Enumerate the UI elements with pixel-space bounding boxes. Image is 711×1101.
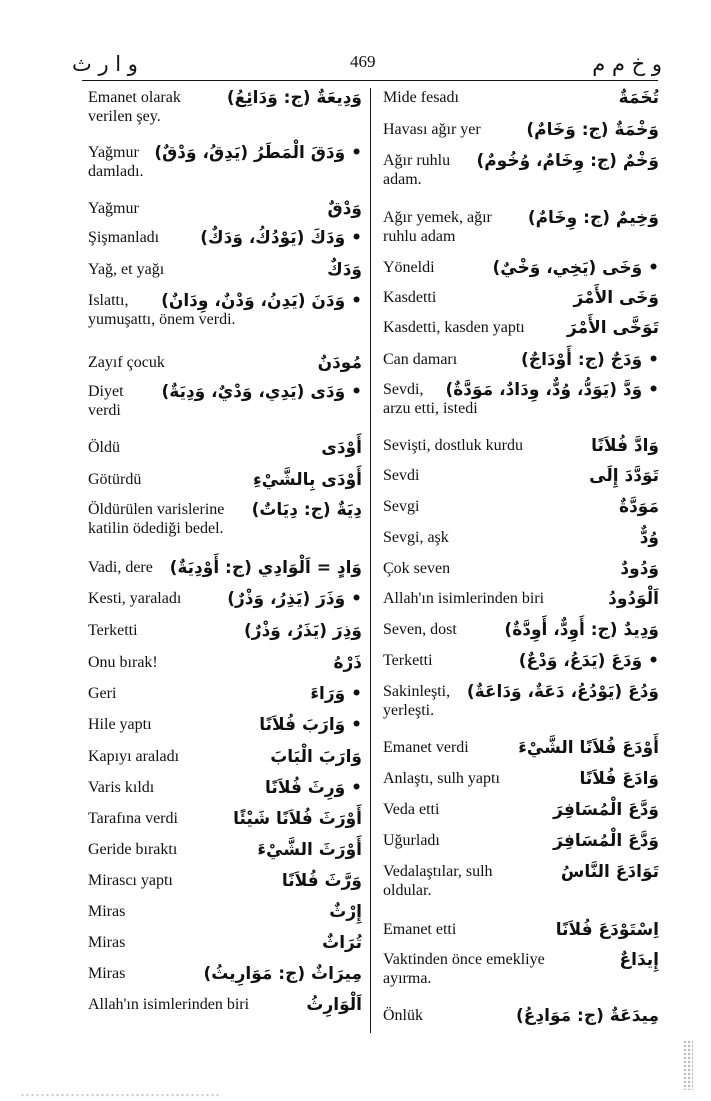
arabic-headword: إِيدَاعٌ [619,950,659,970]
turkish-meaning: Zayıf çocuk [88,354,165,371]
dictionary-entry [88,778,362,798]
turkish-meaning: Varis kıldı [88,779,155,796]
arabic-headword: • وَدَقَ الْمَطَرُ (يَدِقُ، وَدْقٌ) [154,143,362,163]
turkish-meaning: Sevdi [383,467,420,484]
turkish-meaning: Veda etti [383,801,440,818]
dictionary-entry [383,497,659,517]
turkish-meaning: Ağır ruhlu [383,152,451,169]
dictionary-entry [88,621,362,641]
arabic-headword: إِرْثٌ [329,902,362,922]
dictionary-entry [383,466,659,486]
turkish-meaning: Emanet olarak [88,89,181,106]
arabic-headword: تُرَاثٌ [322,933,362,953]
dictionary-entry [383,831,659,851]
dictionary-entry [383,862,659,900]
meaning-continuation: verdi [88,402,121,419]
dictionary-entry [383,769,659,789]
arabic-headword: • وَدَعَ (يَدَعُ، وَدْعٌ) [518,651,659,671]
meaning-continuation: damladı. [88,163,144,180]
arabic-headword: • وَارَبَ فُلاَنًا [259,715,362,735]
arabic-headword: وَدُودٌ [620,559,659,579]
turkish-meaning: Miras [88,903,126,920]
dictionary-entry [88,260,362,280]
dictionary-entry [88,558,362,578]
dictionary-entry [88,228,362,248]
header-guide-letters-right: و خ م م [592,52,662,76]
dictionary-entry [88,589,362,609]
dictionary-entry [383,151,659,189]
arabic-headword: • وَدَنَ (يَدِنُ، وَدْنٌ، وِدَانٌ) [161,291,362,311]
dictionary-entry [383,318,659,338]
dictionary-entry [383,738,659,758]
arabic-headword: أَوْرَثَ الشَّيْءَ [257,840,362,860]
turkish-meaning: Öldü [88,439,120,456]
arabic-headword: مَوَدَّةٌ [619,497,659,517]
arabic-headword: وَدَّعَ الْمُسَافِرَ [553,800,659,820]
arabic-headword: وَدْقٌ [327,199,362,219]
dictionary-entry [88,933,362,953]
dictionary-entry [88,902,362,922]
arabic-headword: تَوَادَعَ النَّاسُ [560,862,659,882]
dictionary-entry [383,682,659,720]
turkish-meaning: Sevgi [383,498,420,515]
dictionary-entry [383,920,659,940]
turkish-meaning: Sevdi, [383,381,424,398]
turkish-meaning: Vadi, dere [88,559,153,576]
arabic-headword: وَادَعَ فُلاَنًا [579,769,659,789]
dictionary-entry [383,589,659,609]
meaning-continuation: ruhlu adam [383,228,456,245]
dictionary-entry [88,684,362,704]
arabic-headword: ذَرْهُ [333,653,362,673]
turkish-meaning: Kasdetti [383,289,437,306]
turkish-meaning: Mirascı yaptı [88,872,173,889]
meaning-continuation: katilin ödediği bedel. [88,520,224,537]
dictionary-entry [383,258,659,278]
turkish-meaning: Allah'ın isimlerinden biri [383,590,545,607]
turkish-meaning: Götürdü [88,471,142,488]
dictionary-entry [383,380,659,418]
dictionary-entry [383,88,659,108]
arabic-headword: أَوْرَثَ فُلاَنًا شَيْئًا [233,809,362,829]
dictionary-entry [88,995,362,1015]
arabic-headword: مُودَنٌ [317,353,362,373]
dictionary-entry [383,950,659,988]
turkish-meaning: Miras [88,934,126,951]
turkish-meaning: Allah'ın isimlerinden biri [88,996,250,1013]
arabic-headword: • وَدَّ (يَوَدُّ، وُدٌّ، وِدَادٌ، مَوَدَّةٌ) [445,380,659,400]
arabic-headword: وَادَّ فُلاَنًا [591,436,659,456]
dictionary-entry [88,353,362,373]
turkish-meaning: Yağmur [88,200,139,217]
turkish-meaning: Diyet [88,383,124,400]
meaning-continuation: oldular. [383,882,432,899]
dictionary-entry [88,88,362,126]
turkish-meaning: Kapıyı araladı [88,748,180,765]
dictionary-entry [88,470,362,490]
dictionary-entry [383,436,659,456]
page-number: 469 [350,52,376,71]
turkish-meaning: Geride bıraktı [88,841,178,858]
dictionary-entry [383,350,659,370]
dictionary-entry [88,809,362,829]
dictionary-entry [88,840,362,860]
turkish-meaning: Terketti [383,652,433,669]
arabic-headword: مِيرَاثٌ (ج: مَوَارِيثُ) [203,964,362,984]
dictionary-entry [88,653,362,673]
arabic-headword: وَدَّعَ الْمُسَافِرَ [553,831,659,851]
arabic-headword: وَادٍ = اَلْوَادِي (ج: أَوْدِيَةٌ) [169,558,362,578]
header-guide-letters-left: و ا ر ث [72,52,138,76]
arabic-headword: وَرَّثَ فُلاَنًا [281,871,362,891]
turkish-meaning: Vedalaştılar, sulh [383,863,493,880]
turkish-meaning: Sevgi, aşk [383,529,449,546]
turkish-meaning: Anlaştı, sulh yaptı [383,770,500,787]
arabic-headword: وَدِيعَةٌ (ج: وَدَائِعُ) [226,88,362,108]
arabic-headword: • وَدَكَ (يَوْدُكُ، وَدَكٌ) [200,228,362,248]
arabic-headword: اِسْتَوْدَعَ فُلاَنًا [555,920,659,940]
meaning-continuation: arzu etti, istedi [383,400,478,417]
turkish-meaning: Terketti [88,622,138,639]
dictionary-entry [383,559,659,579]
dictionary-entry [383,620,659,640]
arabic-headword: وَدُعَ (يَوْدُعُ، دَعَةٌ، وَدَاعَةٌ) [466,682,659,702]
arabic-headword: اَلْوَارِثُ [306,995,362,1015]
arabic-headword: اَلْوَدُودُ [608,589,659,609]
turkish-meaning: Yağ, et yağı [88,261,165,278]
turkish-meaning: Önlük [383,1007,423,1024]
dictionary-entry [383,208,659,246]
arabic-headword: • وَذَرَ (يَذِرُ، وَذْرٌ) [227,589,362,609]
arabic-headword: وَخِيمٌ (ج: وِخَامٌ) [527,208,659,228]
arabic-headword: مِيدَعَةٌ (ج: مَوَادِعُ) [516,1006,659,1026]
header-rule [82,80,658,81]
turkish-meaning: Mide fesadı [383,89,459,106]
dictionary-entry [88,747,362,767]
turkish-meaning: Sevişti, dostluk kurdu [383,437,524,454]
turkish-meaning: Miras [88,965,126,982]
arabic-headword: • وَخَى (يَخِي، وَخْيٌ) [492,258,659,278]
meaning-continuation: yumuşattı, önem verdi. [88,311,236,328]
arabic-headword: وَخَى الأَمْرَ [573,288,659,308]
dictionary-entry [88,500,362,538]
arabic-headword: دِيَةٌ (ج: دِيَاتٌ) [251,500,362,520]
arabic-headword: أَوْدَى بِالشَّيْءِ [253,470,362,490]
arabic-headword: وَدِيدٌ (ج: أَوِدٌّ، أَوِدَّةٌ) [504,620,659,640]
turkish-meaning: Onu bırak! [88,654,158,671]
arabic-headword: تَوَدَّدَ إِلَى [589,466,659,486]
dictionary-entry [383,651,659,671]
turkish-meaning: Çok seven [383,560,451,577]
turkish-meaning: Kasdetti, kasden yaptı [383,319,525,336]
turkish-meaning: Yöneldi [383,259,435,276]
dictionary-entry [88,871,362,891]
turkish-meaning: Havası ağır yer [383,121,481,138]
dictionary-entry [88,199,362,219]
dictionary-entry [383,528,659,548]
turkish-meaning: Geri [88,685,117,702]
arabic-headword: تَوَخَّى الأَمْرَ [567,318,659,338]
meaning-continuation: verilen şey. [88,108,161,125]
arabic-headword: أَوْدَى [321,438,362,458]
arabic-headword: وَارَبَ الْبَابَ [270,747,362,767]
dictionary-entry [88,964,362,984]
dictionary-entry [88,291,362,329]
turkish-meaning: Emanet verdi [383,739,469,756]
arabic-headword: • وَرِثَ فُلاَنًا [265,778,362,798]
meaning-continuation: ayırma. [383,970,432,987]
turkish-meaning: Vaktinden önce emekliye [383,951,545,968]
meaning-continuation: yerleşti. [383,702,435,719]
dictionary-entry [383,1006,659,1026]
column-divider [370,88,371,1033]
page-header [72,52,662,78]
turkish-meaning: Hile yaptı [88,716,152,733]
turkish-meaning: Seven, dost [383,621,457,638]
turkish-meaning: Öldürülen varislerine [88,501,225,518]
dictionary-entry [88,382,362,420]
dictionary-entry [88,143,362,181]
turkish-meaning: Tarafına verdi [88,810,178,827]
arabic-headword: وَخْمَةٌ (ج: وَخَامٌ) [526,120,659,140]
turkish-meaning: Islattı, [88,292,129,309]
dictionary-entry [383,120,659,140]
turkish-meaning: Ağır yemek, ağır [383,209,492,226]
scan-noise-bottom [20,1093,220,1097]
scan-noise [683,1040,693,1090]
arabic-headword: وَخْمٌ (ج: وِخَامٌ، وُخُومٌ) [476,151,659,171]
arabic-headword: وُدٌّ [639,528,659,548]
dictionary-entry [88,438,362,458]
turkish-meaning: Emanet etti [383,921,457,938]
arabic-headword: • وَدَى (يَدِي، وَدْيٌ، وَدِيَةٌ) [161,382,362,402]
arabic-headword: وَذِرَ (يَذَرُ، وَذْرٌ) [244,621,362,641]
turkish-meaning: Yağmur [88,144,139,161]
arabic-headword: أَوْدَعَ فُلاَنًا الشَّيْءَ [518,738,659,758]
dictionary-entry [383,800,659,820]
arabic-headword: تُخَمَةٌ [618,88,659,108]
turkish-meaning: Şişmanladı [88,229,160,246]
turkish-meaning: Uğurladı [383,832,440,849]
dictionary-entry [383,288,659,308]
turkish-meaning: Can damarı [383,351,458,368]
meaning-continuation: adam. [383,171,422,188]
arabic-headword: • وَدَجٌ (ج: أَوْدَاجٌ) [521,350,659,370]
turkish-meaning: Sakinleşti, [383,683,451,700]
dictionary-entry [88,715,362,735]
arabic-headword: • وَرَاءَ [310,684,362,704]
turkish-meaning: Kesti, yaraladı [88,590,182,607]
arabic-headword: وَدَكٌ [327,260,362,280]
